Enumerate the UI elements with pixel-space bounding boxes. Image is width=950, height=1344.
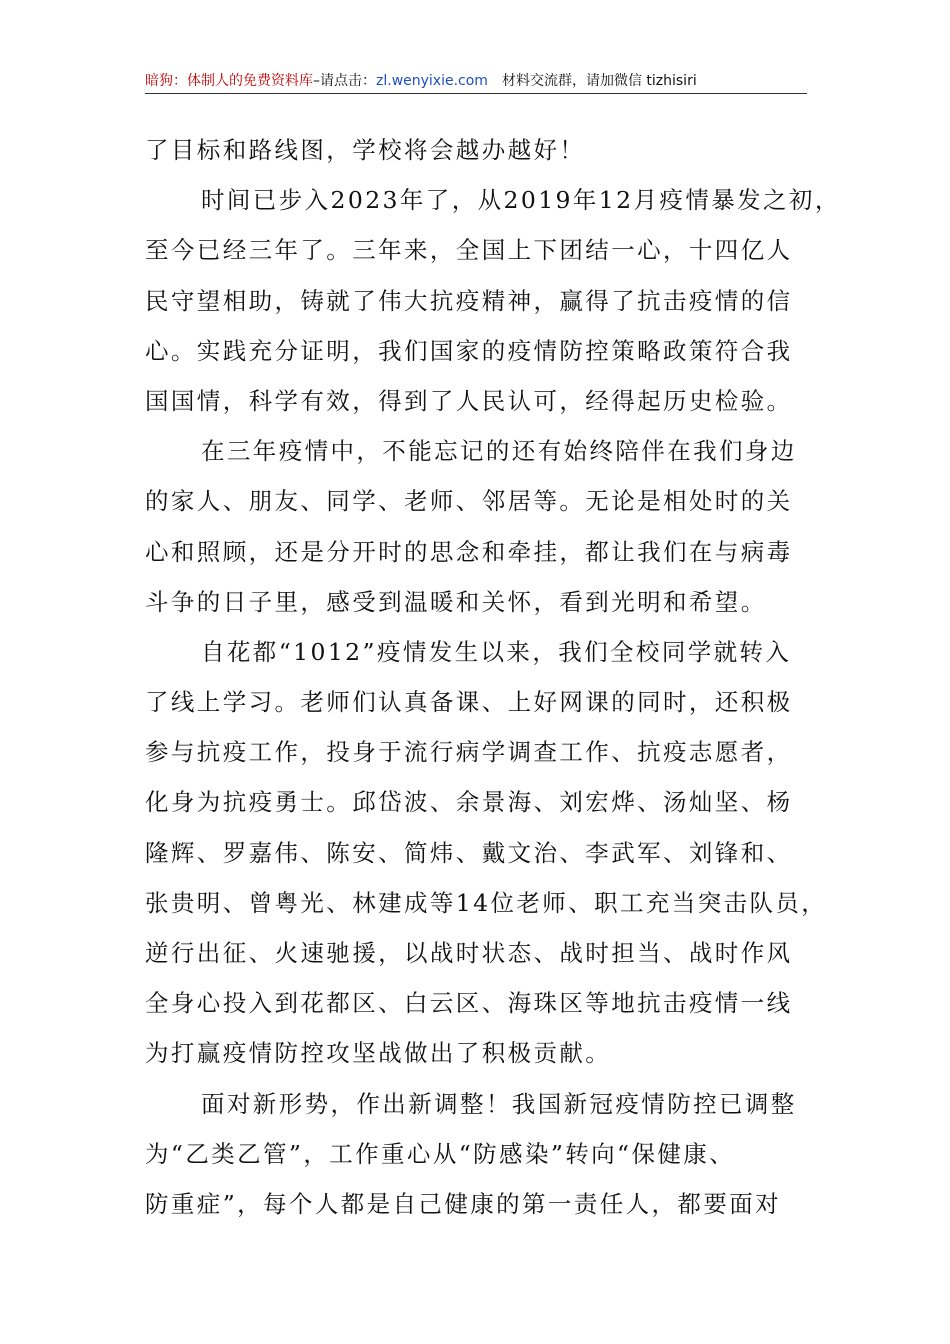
text-line: 时间已步入2023年了，从2019年12月疫情暴发之初，	[201, 186, 841, 215]
page-header	[145, 70, 807, 92]
header-wechat-note: 材料交流群，请加微信 tizhisiri	[501, 73, 697, 89]
text-line: 国国情，科学有效，得到了人民认可，经得起历史检验。	[145, 386, 793, 415]
text-line: 了目标和路线图，学校将会越办越好！	[145, 136, 586, 164]
header-url-link[interactable]: zl.wenyixie.com	[376, 73, 488, 89]
text-line: 心和照顾，还是分开时的思念和牵挂，都让我们在与病毒	[145, 537, 793, 566]
text-line: 张贵明、曾粤光、林建成等14位老师、职工充当突击队员，	[145, 888, 828, 917]
document-body	[145, 125, 841, 1229]
text-line: 民守望相助，铸就了伟大抗疫精神，赢得了抗击疫情的信	[145, 286, 793, 315]
text-line: 防重症”，每个人都是自己健康的第一责任人，都要面对	[145, 1189, 782, 1218]
text-line: 隆辉、罗嘉伟、陈安、简炜、戴文治、李武军、刘锋和、	[145, 838, 793, 867]
header-brand: 暗狗：体制人的免费资料库	[145, 73, 313, 89]
text-line: 至今已经三年了。三年来，全国上下团结一心，十四亿人	[145, 236, 793, 265]
text-line: 逆行出征、火速驰援，以战时状态、战时担当、战时作风	[145, 939, 793, 967]
text-line: 面对新形势，作出新调整！我国新冠疫情防控已调整	[201, 1089, 797, 1118]
text-line: 为“乙类乙管”，工作重心从“防感染”转向“保健康、	[145, 1139, 736, 1168]
text-line: 自花都“1012”疫情发生以来，我们全校同学就转入	[201, 637, 792, 666]
text-line: 全身心投入到花都区、白云区、海珠区等地抗击疫情一线	[145, 989, 793, 1018]
text-line: 为打赢疫情防控攻坚战做出了积极贡献。	[145, 1039, 612, 1068]
header-click-prefix: –请点击：	[313, 73, 376, 89]
text-line: 心。实践充分证明，我们国家的疫情防控策略政策符合我	[145, 336, 793, 365]
header-divider	[145, 93, 807, 94]
text-line: 在三年疫情中，不能忘记的还有始终陪伴在我们身边	[201, 437, 797, 466]
text-line: 参与抗疫工作，投身于流行病学调查工作、抗疫志愿者，	[145, 738, 793, 767]
text-line: 的家人、朋友、同学、老师、邻居等。无论是相处时的关	[145, 487, 793, 516]
text-line: 了线上学习。老师们认真备课、上好网课的同时，还积极	[145, 688, 793, 717]
text-line: 斗争的日子里，感受到温暖和关怀，看到光明和希望。	[145, 587, 767, 616]
text-line: 化身为抗疫勇士。邱岱波、余景海、刘宏烨、汤灿坚、杨	[145, 788, 793, 817]
